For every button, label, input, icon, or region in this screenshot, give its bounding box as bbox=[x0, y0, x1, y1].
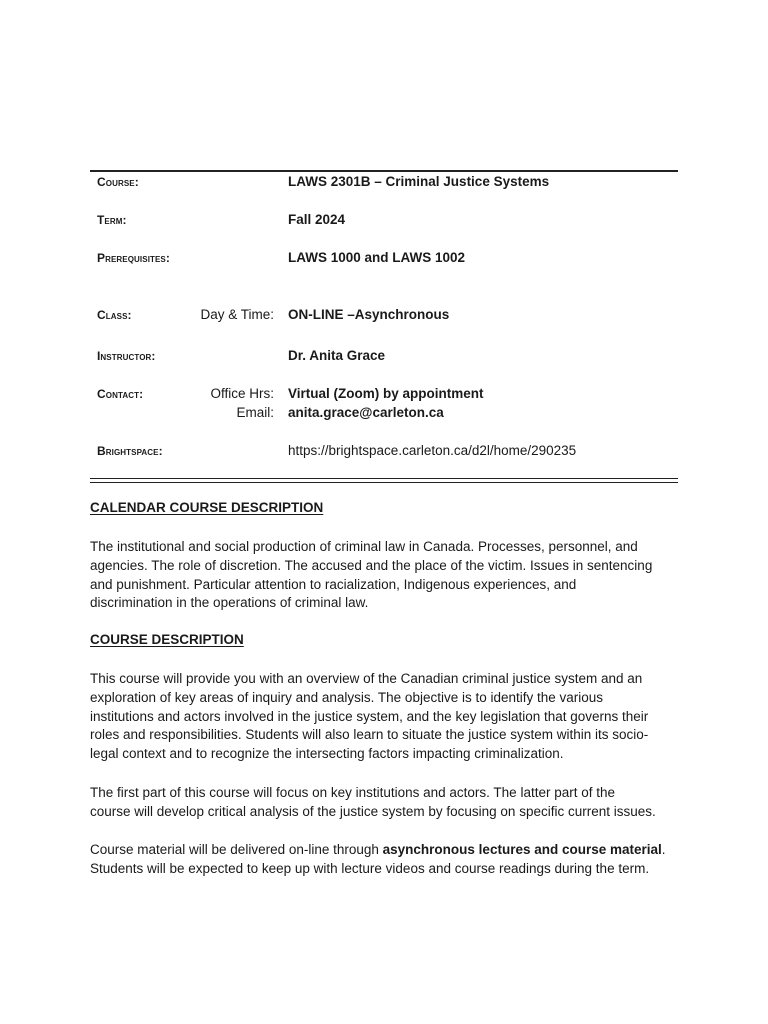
prerequisites-label bbox=[97, 251, 170, 265]
instructor-label bbox=[97, 349, 156, 363]
calendar-line: agencies. The role of discretion. The accused and the place of the victim. Issues in sentencing bbox=[90, 557, 653, 573]
prerequisites-label-text: Prerequisites: bbox=[97, 251, 170, 265]
instructor-value: Dr. Anita Grace bbox=[288, 348, 386, 363]
office-hours-label: Office Hrs: bbox=[210, 386, 274, 401]
day-time-label: Day & Time: bbox=[200, 307, 274, 322]
para3-suffix: . bbox=[661, 842, 666, 857]
para3-bold: asynchronous lectures and course material bbox=[382, 842, 662, 857]
calendar-line: discrimination in the operations of criminal law. bbox=[90, 595, 369, 611]
prerequisites-value: LAWS 1000 and LAWS 1002 bbox=[288, 250, 466, 265]
course-description-para1 bbox=[90, 670, 680, 764]
description-line: institutions and actors involved in the justice system, and the key legislation that governs their bbox=[90, 708, 649, 724]
course-value: LAWS 2301B – Criminal Justice Systems bbox=[288, 174, 550, 189]
description-line: This course will provide you with an overview of the Canadian criminal justice system and an bbox=[90, 671, 643, 686]
table-bottom-rule bbox=[90, 478, 678, 479]
term-label bbox=[97, 213, 127, 227]
description-line: roles and responsibilities. Students will also learn to situate the justice system within its socio- bbox=[90, 727, 649, 743]
description-line: legal context and to recognize the intersecting factors impacting criminalization. bbox=[90, 746, 564, 762]
description-line: course will develop critical analysis of the justice system by focusing on specific current issues. bbox=[90, 803, 656, 819]
calendar-line: The institutional and social production of criminal law in Canada. Processes, personnel, and bbox=[90, 539, 638, 554]
term-value: Fall 2024 bbox=[288, 212, 346, 227]
brightspace-label-text: Brightspace: bbox=[97, 444, 163, 458]
class-label bbox=[97, 308, 132, 322]
calendar-description-text bbox=[90, 538, 680, 613]
course-description-para3 bbox=[90, 841, 680, 879]
description-line: The first part of this course will focus on key institutions and actors. The latter part of the bbox=[90, 785, 615, 800]
description-line bbox=[90, 841, 680, 860]
term-label-text: Term: bbox=[97, 213, 127, 227]
email-label: Email: bbox=[236, 405, 274, 420]
calendar-description-heading: CALENDAR COURSE DESCRIPTION bbox=[90, 500, 324, 515]
office-hours-value: Virtual (Zoom) by appointment bbox=[288, 386, 484, 401]
brightspace-link[interactable]: https://brightspace.carleton.ca/d2l/home/290235 bbox=[288, 443, 577, 458]
email-value[interactable]: anita.grace@carleton.ca bbox=[288, 405, 444, 420]
class-label-text: Class: bbox=[97, 308, 132, 322]
para3-prefix: Course material will be delivered on-line through bbox=[90, 842, 383, 857]
description-line: Students will be expected to keep up with lecture videos and course readings during the term. bbox=[90, 860, 650, 876]
description-line: exploration of key areas of inquiry and analysis. The objective is to identify the various bbox=[90, 689, 604, 705]
table-bottom-rule-double bbox=[90, 482, 678, 483]
class-value: ON-LINE –Asynchronous bbox=[288, 307, 450, 322]
brightspace-label bbox=[97, 444, 163, 458]
course-description-para2 bbox=[90, 784, 680, 822]
course-label-text: Course: bbox=[97, 175, 139, 189]
instructor-label-text: Instructor: bbox=[97, 349, 156, 363]
course-label bbox=[97, 175, 139, 189]
contact-label bbox=[97, 387, 143, 401]
course-description-heading: COURSE DESCRIPTION bbox=[90, 632, 244, 647]
calendar-line: and punishment. Particular attention to racialization, Indigenous experiences, and bbox=[90, 576, 577, 592]
contact-label-text: Contact: bbox=[97, 387, 144, 401]
